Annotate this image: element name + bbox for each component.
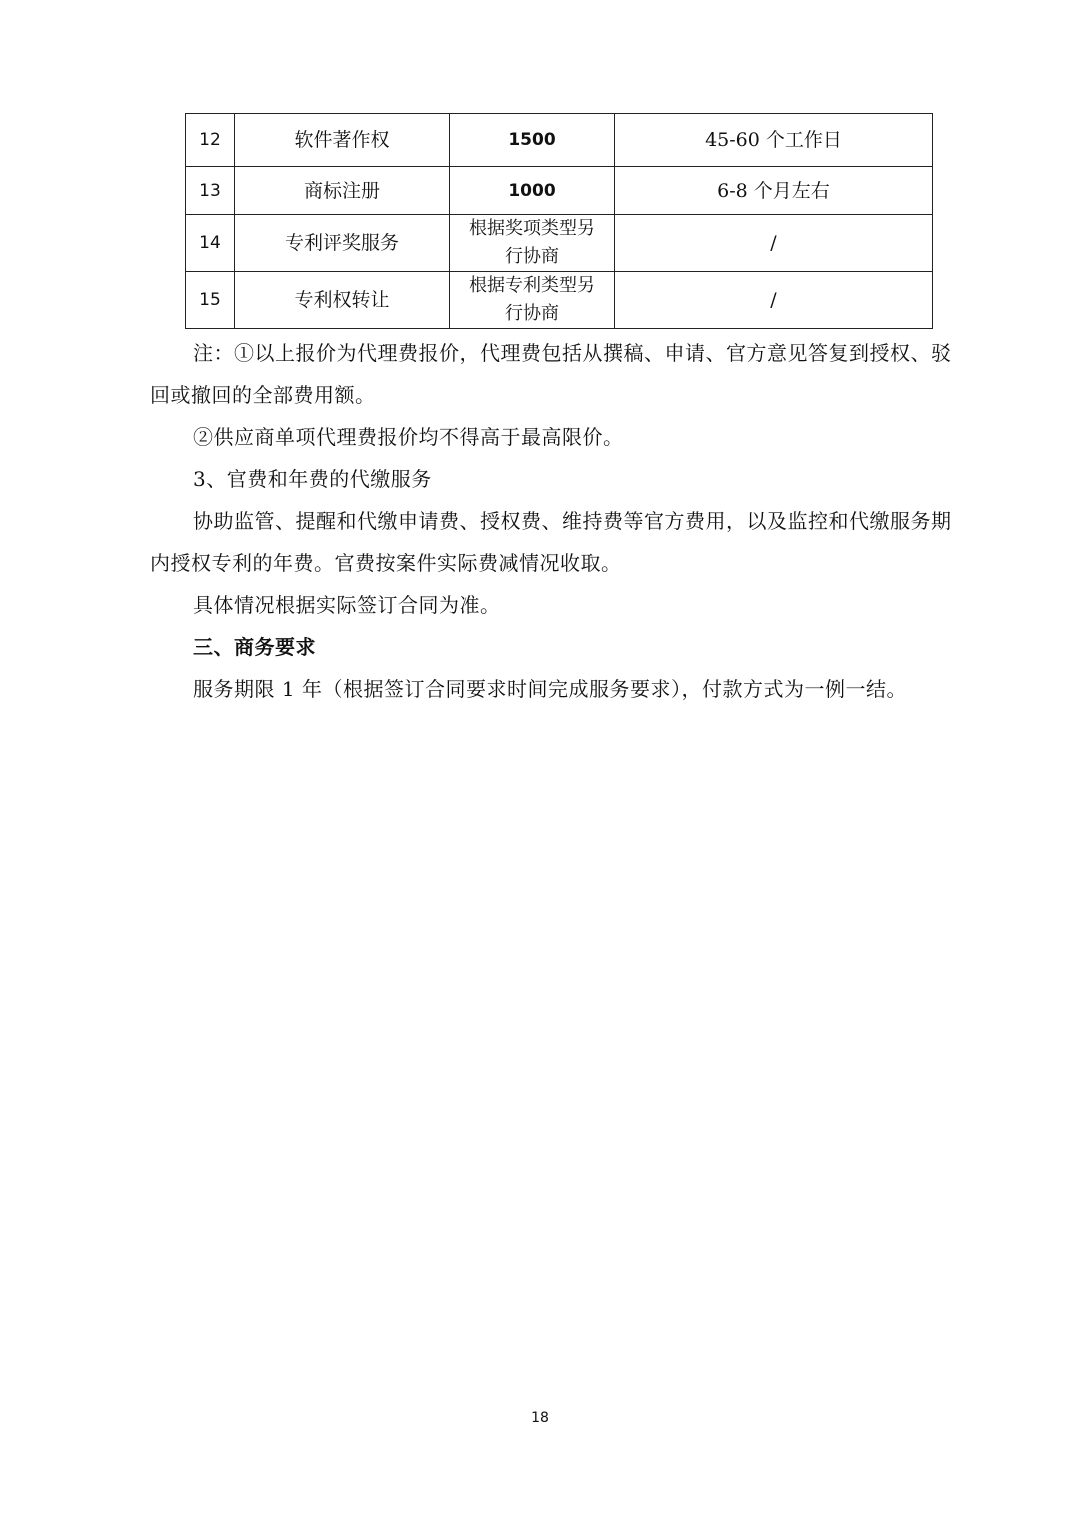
price-line: 根据奖项类型另 [469, 218, 595, 239]
note-fee-scope: 注：①以上报价为代理费报价，代理费包括从撰稿、申请、官方意见答复到授权、驳回或撤回的全部费用额。 [150, 341, 952, 407]
row-number: 14 [186, 215, 235, 272]
business-heading: 三、商务要求 [193, 635, 316, 659]
service-item: 商标注册 [235, 167, 450, 215]
service-item: 软件著作权 [235, 114, 450, 167]
service-period: 45-60 个工作日 [615, 114, 933, 167]
row-number: 12 [186, 114, 235, 167]
section-3-text: 协助监管、提醒和代缴申请费、授权费、维持费等官方费用，以及监控和代缴服务期内授权专利的年费。官费按案件实际费减情况收取。 [150, 509, 952, 575]
service-item: 专利评奖服务 [235, 215, 450, 272]
row-number: 15 [186, 272, 235, 329]
price-line: 行协商 [505, 246, 559, 267]
price-line: 根据专利类型另 [469, 275, 595, 296]
service-price [450, 272, 615, 329]
service-period: / [615, 215, 933, 272]
contract-note: 具体情况根据实际签订合同为准。 [193, 593, 501, 617]
table-row [186, 167, 933, 215]
note-price-cap: ②供应商单项代理费报价均不得高于最高限价。 [193, 425, 624, 449]
service-price [450, 215, 615, 272]
service-price: 1500 [450, 114, 615, 167]
service-item: 专利权转让 [235, 272, 450, 329]
service-period: 6-8 个月左右 [615, 167, 933, 215]
fee-table [185, 113, 933, 329]
table-row [186, 272, 933, 329]
table-row [186, 114, 933, 167]
service-period: / [615, 272, 933, 329]
service-price: 1000 [450, 167, 615, 215]
row-number: 13 [186, 167, 235, 215]
table-row [186, 215, 933, 272]
price-line: 行协商 [505, 303, 559, 324]
page-number: 18 [531, 1410, 549, 1426]
section-3-title: 3、官费和年费的代缴服务 [193, 467, 432, 491]
business-text: 服务期限 1 年（根据签订合同要求时间完成服务要求），付款方式为一例一结。 [193, 677, 907, 701]
